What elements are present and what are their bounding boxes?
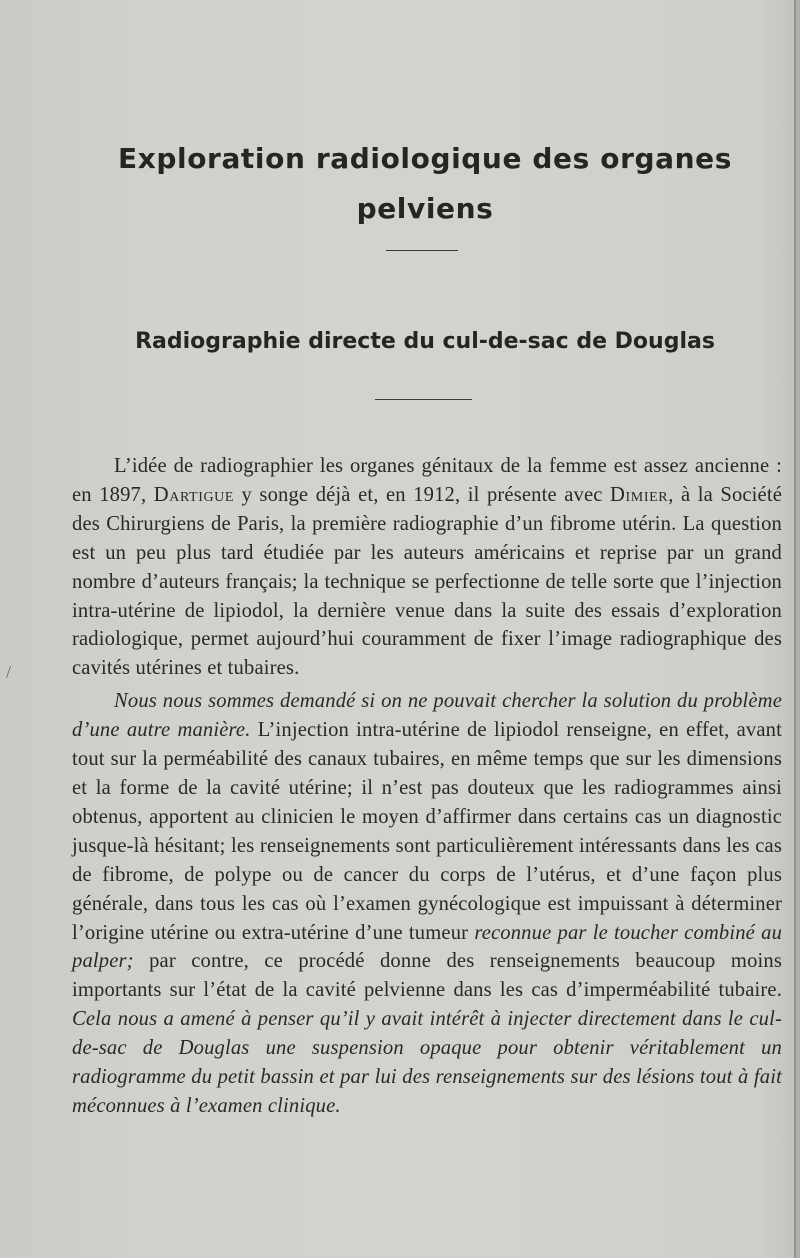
title-line-2: pelviens (356, 192, 494, 225)
title-divider (386, 250, 458, 251)
paragraph-1-text-b: y songe déjà et, en 1912, il présente avec (234, 483, 611, 506)
paragraph-1 (72, 452, 782, 683)
paragraph-2-italic-c: Cela nous a amené à penser qu’il y avait intérêt à injecter directement dans le cul-de-sac de Douglas une suspension opaque pour obtenir véritablement un radiogramme du petit bassin et par lui des renseignements sur des lésions tout à fait méconnues à l’examen clinique. (72, 1008, 782, 1117)
paragraph-2-italic-b: reconnue par le toucher combiné au palper; (72, 921, 783, 973)
margin-pencil-mark: / (6, 662, 12, 682)
author-dartigue: Dartigue (153, 483, 235, 506)
page-title (70, 134, 780, 234)
paragraph-2-text-b: par contre, ce procédé donne des renseignements beaucoup moins importants sur l’état de la cavité pelvienne dans les cas d’imperméabilité tubaire. (72, 950, 782, 1002)
paragraph-1-text-a: L’idée de radiographier les organes génitaux de la femme est assez ancienne : en 1897, (72, 455, 782, 506)
body-text (72, 452, 782, 1121)
author-dimier: Dimier (610, 483, 669, 506)
paragraph-2-italic-a: Nous nous sommes demandé si on ne pouvait chercher la solution du problème d’une autre manière. (72, 690, 782, 742)
title-line-1: Exploration radiologique des organes (117, 142, 733, 175)
subtitle-divider (375, 399, 472, 400)
page-edge-shadow (796, 0, 800, 1258)
paragraph-2-text-a: L’injection intra-utérine de lipiodol renseigne, en effet, avant tout sur la perméabilité des canaux tubaires, en même temps que sur les dimensions et la forme de la cavité utérine; il n’est pas douteux que les radiogrammes ainsi obtenus, apportent au clinicien le moyen d’affirmer dans certains cas un diagnostic jusque-là hésitant; les renseignements sont particulièrement intéressants dans les cas de fibrome, de polype ou de cancer du corps de l’utérus, et d’une façon plus générale, dans tous les cas où l’examen gynécologique est impuissant à déterminer l’origine utérine ou extra-utérine d’une tumeur (72, 719, 782, 944)
paragraph-1-text-c: , à la Société des Chirurgiens de Paris, la première radiographie d’un fibrome utérin. La question est un peu plus tard étudiée par les auteurs américains et reprise par un grand nombre d’auteurs français; la technique se perfectionne de telle sorte que l’injection intra-utérine de lipiodol, la dernière venue dans la suite des essais d’exploration radiologique, permet aujourd’hui couramment de fixer l’image radiographique des cavités utérines et tubaires. (72, 483, 783, 680)
section-subtitle: Radiographie directe du cul-de-sac de Douglas (135, 329, 715, 354)
page-edge-line (794, 0, 796, 1258)
paragraph-2 (72, 687, 782, 1121)
